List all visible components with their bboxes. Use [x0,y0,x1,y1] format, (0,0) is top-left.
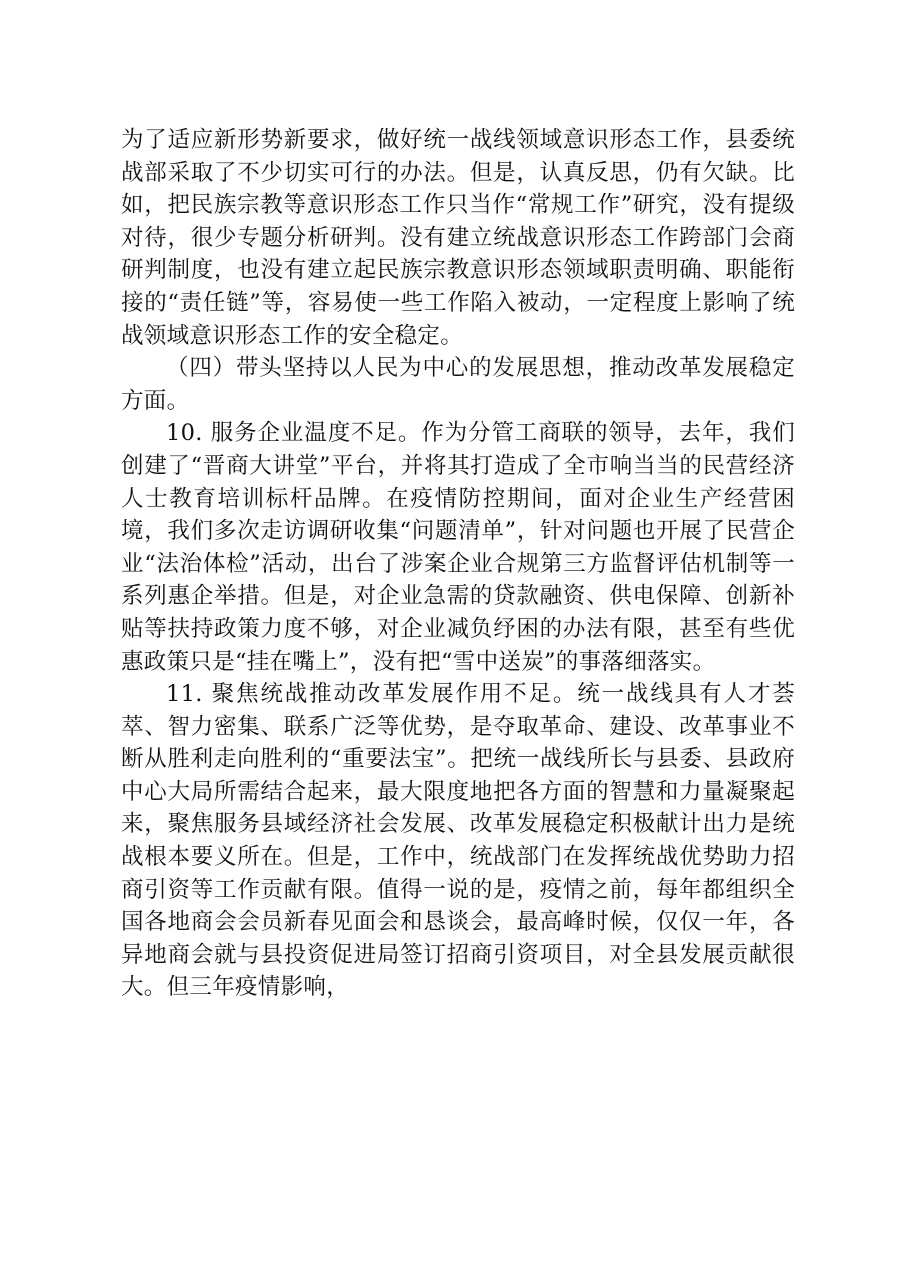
document-body [121,124,795,1004]
paragraph-item-11: 11. 聚焦统战推动改革发展作用不足。统一战线具有人才荟萃、智力密集、联系广泛等优势，是夺取革命、建设、改革事业不断从胜利走向胜利的“重要法宝”。把统一战线所长与县委、县政府中心大局所需结合起来，最大限度地把各方面的智慧和力量凝聚起来，聚焦服务县域经济社会发展、改革发展稳定积极献计出力是统战根本要义所在。但是，工作中，统战部门在发挥统战优势助力招商引资等工作贡献有限。值得一说的是，疫情之前，每年都组织全国各地商会会员新春见面会和恳谈会，最高峰时候，仅仅一年，各异地商会就与县投资促进局签订招商引资项目，对全县发展贡献很大。但三年疫情影响， [121,681,795,1001]
paragraph-item-10: 10. 服务企业温度不足。作为分管工商联的领导，去年，我们创建了“晋商大讲堂”平台，并将其打造成了全市响当当的民营经济人士教育培训标杆品牌。在疫情防控期间，面对企业生产经营困境，我们多次走访调研收集“问题清单”，针对问题也开展了民营企业“法治体检”活动，出台了涉案企业合规第三方监督评估机制等一系列惠企举措。但是，对企业急需的贷款融资、供电保障、创新补贴等扶持政策力度不够，对企业减负纾困的办法有限，甚至有些优惠政策只是“挂在嘴上”，没有把“雪中送炭”的事落细落实。 [121,420,795,675]
section-heading-four: （四）带头坚持以人民为中心的发展思想，推动改革发展稳定方面。 [121,355,795,414]
paragraph-ideology-work: 为了适应新形势新要求，做好统一战线领域意识形态工作，县委统战部采取了不少切实可行的办法。但是，认真反思，仍有欠缺。比如，把民族宗教等意识形态工作只当作“常规工作”研究，没有提级对待，很少专题分析研判。没有建立统战意识形态工作跨部门会商研判制度，也没有建立起民族宗教意识形态领域职责明确、职能衔接的“责任链”等，容易使一些工作陷入被动，一定程度上影响了统战领域意识形态工作的安全稳定。 [121,127,795,349]
